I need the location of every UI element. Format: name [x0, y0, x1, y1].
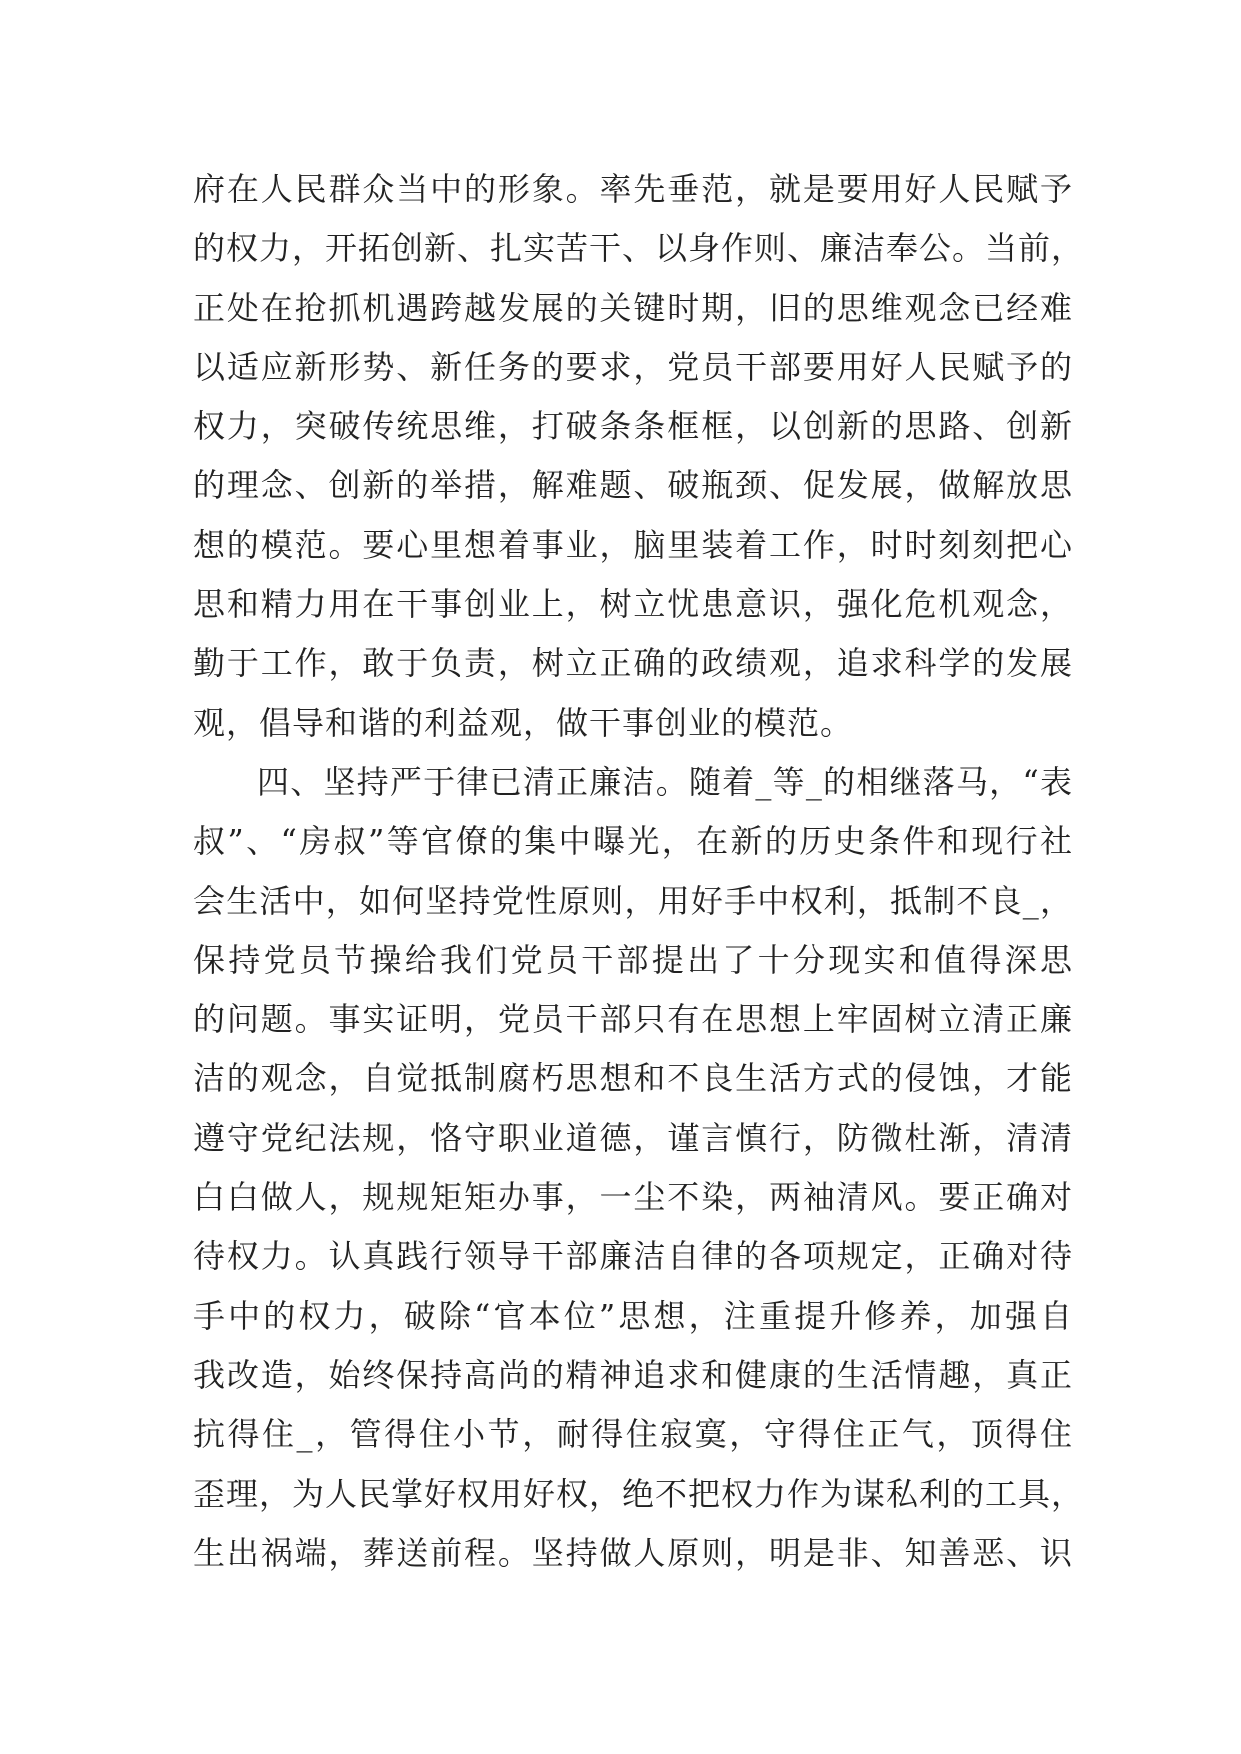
text-line: 待权力。认真践行领导干部廉洁自律的各项规定，正确对待: [193, 1237, 1073, 1276]
text-line: 洁的观念，自觉抵制腐朽思想和不良生活方式的侵蚀，才能: [193, 1059, 1073, 1098]
text-line: 府在人民群众当中的形象。率先垂范，就是要用好人民赋予: [193, 170, 1073, 208]
text-line: 的理念、创新的举措，解难题、破瓶颈、促发展，做解放思: [193, 466, 1073, 505]
text-line: 四、坚持严于律已清正廉洁。随着_等_的相继落马，“表: [257, 762, 1073, 801]
text-line: 会生活中，如何坚持党性原则，用好手中权利，抵制不良_，: [193, 881, 1073, 920]
text-line: 想的模范。要心里想着事业，脑里装着工作，时时刻刻把心: [193, 525, 1073, 564]
text-line: 叔”、“房叔”等官僚的集中曝光，在新的历史条件和现行社: [193, 822, 1073, 861]
body-text: [193, 160, 1085, 1583]
text-line: 白白做人，规规矩矩办事，一尘不染，两袖清风。要正确对: [193, 1178, 1073, 1217]
text-line: 以适应新形势、新任务的要求，党员干部要用好人民赋予的: [193, 347, 1073, 386]
text-line: 正处在抢抓机遇跨越发展的关键时期，旧的思维观念已经难: [193, 288, 1073, 327]
text-line: 抗得住_，管得住小节，耐得住寂寞，守得住正气，顶得住: [193, 1415, 1073, 1454]
text-line: 手中的权力，破除“官本位”思想，注重提升修养，加强自: [193, 1296, 1073, 1335]
text-line: 的问题。事实证明，党员干部只有在思想上牢固树立清正廉: [193, 1000, 1073, 1039]
text-line: 勤于工作，敢于负责，树立正确的政绩观，追求科学的发展: [193, 644, 1073, 683]
text-line: 观，倡导和谐的利益观，做干事创业的模范。: [193, 703, 854, 742]
text-line: 的权力，开拓创新、扎实苦干、以身作则、廉洁奉公。当前，: [193, 229, 1085, 268]
text-line: 保持党员节操给我们党员干部提出了十分现实和值得深思: [193, 940, 1073, 979]
text-line: 生出祸端，葬送前程。坚持做人原则，明是非、知善恶、识: [193, 1533, 1073, 1572]
text-line: 遵守党纪法规，恪守职业道德，谨言慎行，防微杜渐，清清: [193, 1118, 1073, 1157]
text-line: 思和精力用在干事创业上，树立忧患意识，强化危机观念，: [193, 585, 1073, 624]
text-line: 歪理，为人民掌好权用好权，绝不把权力作为谋私利的工具，: [193, 1474, 1085, 1513]
text-line: 权力，突破传统思维，打破条条框框，以创新的思路、创新: [193, 407, 1073, 446]
text-line: 我改造，始终保持高尚的精神追求和健康的生活情趣，真正: [193, 1355, 1073, 1394]
